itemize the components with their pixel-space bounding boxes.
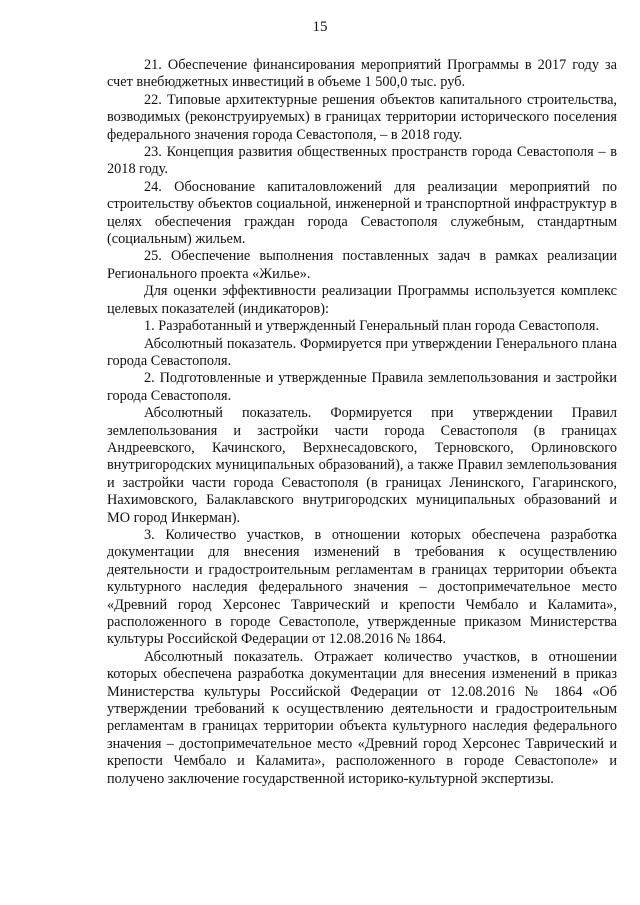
paragraph-item-23: 23. Концепция развития общественных пространств города Севастополя – в 2018 году. [107,144,617,178]
paragraph-indicator-2-description: Абсолютный показатель. Формируется при утверждении Правил землепользования и застройки части города Севастополя (в границах Андреевского, Качинского, Верхнесадовского, Терновского, Орлиновского внутригородских муниципальных образований), а также Правил землепользования и застройки части города Севастополя (в границах Ленинского, Гагаринского, Нахимовского, Балаклавского внутригородских муниципальных образований и МО город Инкерман). [107,405,617,526]
paragraph-indicator-1: 1. Разработанный и утвержденный Генеральный план города Севастополя. [144,318,600,335]
paragraph-indicator-2: 2. Подготовленные и утвержденные Правила землепользования и застройки города Севастополя. [107,370,617,404]
paragraph-indicator-1-description: Абсолютный показатель. Формируется при утверждении Генерального плана города Севастополя. [107,335,617,369]
paragraph-indicators-intro: Для оценки эффективности реализации Программы используется комплекс целевых показателей (индикаторов): [107,283,617,317]
paragraph-item-24: 24. Обоснование капиталовложений для реализации мероприятий по строительству объектов социальной, инженерной и транспортной инфраструктур в целях обеспечения граждан города Севастополя служебным, стандартным (социальным) жильем. [107,178,617,248]
document-body [107,57,617,788]
page-number: 15 [312,19,328,35]
paragraph-item-21: 21. Обеспечение финансирования мероприятий Программы в 2017 году за счет внебюджетных инвестиций в объеме 1 500,0 тыс. руб. [107,57,617,91]
paragraph-indicator-3-description: Абсолютный показатель. Отражает количество участков, в отношении которых обеспечена разработка документации для внесения изменений в приказ Министерства культуры Российской Федерации от 12.08.2016 № 1864 «Об утверждении требований к осуществлению деятельности и градостроительным регламентам в границах территории объекта культурного наследия федерального значения – достопримечательное место «Древний город Херсонес Таврический и крепости Чембало и Каламита», расположенного в городе Севастополе» и получено заключение государственной историко-культурной экспертизы. [107,648,617,787]
paragraph-item-22: 22. Типовые архитектурные решения объектов капитального строительства, возводимых (реконструируемых) в границах территории исторического поселения федерального значения города Севастополя, – в 2018 году. [107,91,617,143]
paragraph-indicator-3: 3. Количество участков, в отношении которых обеспечена разработка документации для внесения изменений в требования к осуществлению деятельности и градостроительным регламентам в границах территории объекта культурного наследия федерального значения – достопримечательное место «Древний город Херсонес Таврический и крепости Чембало и Каламита», расположенного в городе Севастополе, утвержденные приказом Министерства культуры Российской Федерации от 12.08.2016 № 1864. [107,526,617,648]
paragraph-item-25: 25. Обеспечение выполнения поставленных задач в рамках реализации Регионального проекта «Жилье». [107,248,617,282]
